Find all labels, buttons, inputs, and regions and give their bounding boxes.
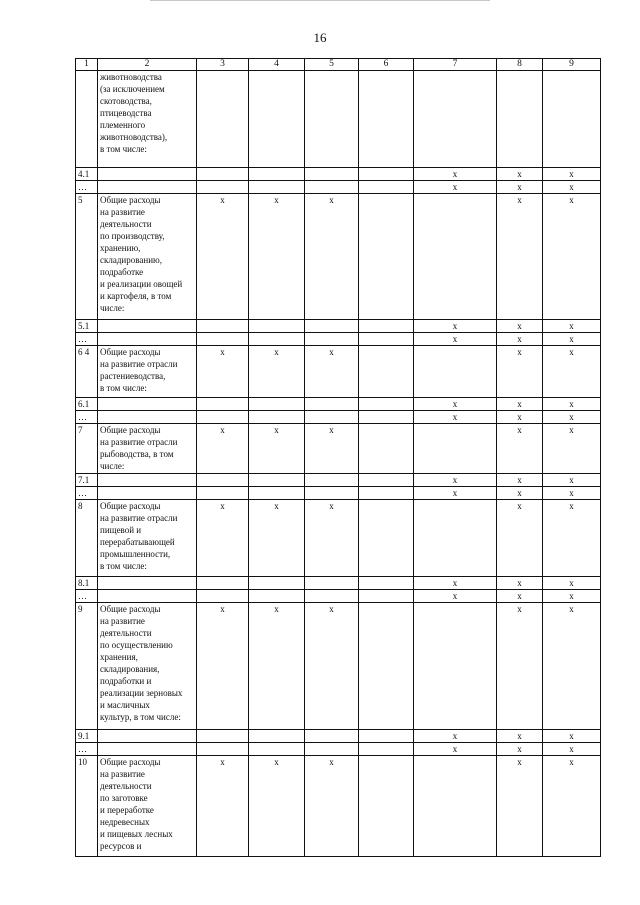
row-number-cell: … bbox=[76, 181, 98, 194]
value-cell-col-6 bbox=[359, 730, 414, 743]
row-description-cell: животноводства (за исключением скотоводства, птицеводства племенного животноводства), в том числе: bbox=[98, 71, 197, 168]
table-row bbox=[76, 398, 601, 411]
row-description-cell: Общие расходы на развитие деятельности по заготовке и переработке недревесных и пищевых лесных ресурсов и bbox=[98, 756, 197, 857]
value-cell-col-3 bbox=[197, 398, 249, 411]
row-description-cell bbox=[98, 333, 197, 346]
value-cell-col-9: x bbox=[543, 168, 601, 181]
value-cell-col-3 bbox=[197, 71, 249, 168]
value-cell-col-9: x bbox=[543, 730, 601, 743]
value-cell-col-5 bbox=[305, 411, 359, 424]
value-cell-col-9 bbox=[543, 71, 601, 168]
value-cell-col-4 bbox=[249, 730, 305, 743]
row-description-cell bbox=[98, 730, 197, 743]
value-cell-col-4: x bbox=[249, 424, 305, 474]
value-cell-col-3 bbox=[197, 487, 249, 500]
value-cell-col-6 bbox=[359, 71, 414, 168]
value-cell-col-8: x bbox=[497, 500, 543, 577]
value-cell-col-7: x bbox=[414, 577, 497, 590]
value-cell-col-4 bbox=[249, 743, 305, 756]
value-cell-col-9: x bbox=[543, 398, 601, 411]
row-number-cell: 9.1 bbox=[76, 730, 98, 743]
value-cell-col-5 bbox=[305, 474, 359, 487]
table-row bbox=[76, 474, 601, 487]
table-row bbox=[76, 730, 601, 743]
column-header: 9 bbox=[543, 59, 601, 71]
value-cell-col-7: x bbox=[414, 168, 497, 181]
row-description-cell: Общие расходы на развитие отрасли растениеводства, в том числе: bbox=[98, 346, 197, 398]
value-cell-col-7: x bbox=[414, 181, 497, 194]
row-description-cell bbox=[98, 487, 197, 500]
table-row bbox=[76, 320, 601, 333]
row-number-cell: 5 bbox=[76, 194, 98, 320]
row-number-cell: … bbox=[76, 487, 98, 500]
value-cell-col-4: x bbox=[249, 194, 305, 320]
value-cell-col-5 bbox=[305, 730, 359, 743]
table-body bbox=[76, 71, 601, 857]
value-cell-col-9: x bbox=[543, 320, 601, 333]
row-number-cell: 6 4 bbox=[76, 346, 98, 398]
table-row bbox=[76, 333, 601, 346]
value-cell-col-6 bbox=[359, 590, 414, 603]
value-cell-col-6 bbox=[359, 168, 414, 181]
row-description-cell: Общие расходы на развитие отрасли рыбоводства, в том числе: bbox=[98, 424, 197, 474]
value-cell-col-3: x bbox=[197, 424, 249, 474]
value-cell-col-7: x bbox=[414, 411, 497, 424]
table-row bbox=[76, 181, 601, 194]
value-cell-col-3 bbox=[197, 411, 249, 424]
row-description-cell bbox=[98, 577, 197, 590]
column-header: 7 bbox=[414, 59, 497, 71]
value-cell-col-7 bbox=[414, 500, 497, 577]
value-cell-col-5 bbox=[305, 590, 359, 603]
value-cell-col-9: x bbox=[543, 474, 601, 487]
row-number-cell bbox=[76, 71, 98, 168]
value-cell-col-5 bbox=[305, 320, 359, 333]
value-cell-col-4: x bbox=[249, 603, 305, 730]
row-number-cell: 8 bbox=[76, 500, 98, 577]
value-cell-col-5 bbox=[305, 333, 359, 346]
value-cell-col-5: x bbox=[305, 194, 359, 320]
value-cell-col-7 bbox=[414, 603, 497, 730]
value-cell-col-6 bbox=[359, 577, 414, 590]
value-cell-col-3: x bbox=[197, 194, 249, 320]
value-cell-col-3 bbox=[197, 168, 249, 181]
value-cell-col-9: x bbox=[543, 500, 601, 577]
row-number-cell: 8.1 bbox=[76, 577, 98, 590]
value-cell-col-3 bbox=[197, 181, 249, 194]
value-cell-col-5: x bbox=[305, 756, 359, 857]
row-number-cell: … bbox=[76, 590, 98, 603]
column-header: 1 bbox=[76, 59, 98, 71]
value-cell-col-5 bbox=[305, 743, 359, 756]
value-cell-col-5 bbox=[305, 398, 359, 411]
value-cell-col-6 bbox=[359, 333, 414, 346]
value-cell-col-4: x bbox=[249, 756, 305, 857]
row-number-cell: 9 bbox=[76, 603, 98, 730]
value-cell-col-4 bbox=[249, 71, 305, 168]
value-cell-col-4 bbox=[249, 487, 305, 500]
table-row bbox=[76, 411, 601, 424]
table-row bbox=[76, 487, 601, 500]
value-cell-col-3: x bbox=[197, 500, 249, 577]
value-cell-col-7 bbox=[414, 424, 497, 474]
value-cell-col-8: x bbox=[497, 424, 543, 474]
value-cell-col-6 bbox=[359, 500, 414, 577]
value-cell-col-4 bbox=[249, 398, 305, 411]
value-cell-col-9: x bbox=[543, 577, 601, 590]
value-cell-col-8: x bbox=[497, 603, 543, 730]
value-cell-col-5 bbox=[305, 487, 359, 500]
row-number-cell: … bbox=[76, 743, 98, 756]
value-cell-col-8: x bbox=[497, 168, 543, 181]
value-cell-col-8: x bbox=[497, 181, 543, 194]
value-cell-col-4 bbox=[249, 320, 305, 333]
table-row bbox=[76, 500, 601, 577]
table-row bbox=[76, 346, 601, 398]
value-cell-col-7 bbox=[414, 71, 497, 168]
table-row bbox=[76, 168, 601, 181]
row-description-cell bbox=[98, 398, 197, 411]
value-cell-col-8: x bbox=[497, 194, 543, 320]
value-cell-col-3 bbox=[197, 577, 249, 590]
value-cell-col-7 bbox=[414, 346, 497, 398]
value-cell-col-6 bbox=[359, 346, 414, 398]
value-cell-col-8: x bbox=[497, 320, 543, 333]
value-cell-col-5 bbox=[305, 577, 359, 590]
row-description-cell bbox=[98, 411, 197, 424]
value-cell-col-8: x bbox=[497, 398, 543, 411]
table-row bbox=[76, 743, 601, 756]
row-number-cell: 4.1 bbox=[76, 168, 98, 181]
value-cell-col-5 bbox=[305, 71, 359, 168]
page-number: 16 bbox=[313, 30, 327, 45]
value-cell-col-4: x bbox=[249, 500, 305, 577]
value-cell-col-8: x bbox=[497, 333, 543, 346]
value-cell-col-9: x bbox=[543, 603, 601, 730]
value-cell-col-6 bbox=[359, 743, 414, 756]
value-cell-col-7: x bbox=[414, 590, 497, 603]
value-cell-col-8: x bbox=[497, 474, 543, 487]
value-cell-col-4 bbox=[249, 577, 305, 590]
top-edge-rule bbox=[150, 0, 490, 1]
value-cell-col-8 bbox=[497, 71, 543, 168]
value-cell-col-8: x bbox=[497, 743, 543, 756]
table-row bbox=[76, 424, 601, 474]
row-number-cell: 6.1 bbox=[76, 398, 98, 411]
row-number-cell: … bbox=[76, 333, 98, 346]
value-cell-col-5: x bbox=[305, 500, 359, 577]
value-cell-col-3 bbox=[197, 730, 249, 743]
value-cell-col-8: x bbox=[497, 346, 543, 398]
value-cell-col-4 bbox=[249, 590, 305, 603]
value-cell-col-6 bbox=[359, 398, 414, 411]
value-cell-col-8: x bbox=[497, 577, 543, 590]
value-cell-col-3 bbox=[197, 590, 249, 603]
row-description-cell: Общие расходы на развитие деятельности по осуществлению хранения, складирования, подработки и реализации зерновых и масличных культур, в том числе: bbox=[98, 603, 197, 730]
row-description-cell bbox=[98, 320, 197, 333]
value-cell-col-3 bbox=[197, 333, 249, 346]
value-cell-col-9: x bbox=[543, 424, 601, 474]
row-number-cell: 10 bbox=[76, 756, 98, 857]
row-description-cell: Общие расходы на развитие отрасли пищевой и перерабатывающей промышленности, в том числе: bbox=[98, 500, 197, 577]
value-cell-col-9: x bbox=[543, 590, 601, 603]
value-cell-col-6 bbox=[359, 487, 414, 500]
value-cell-col-5: x bbox=[305, 424, 359, 474]
value-cell-col-9: x bbox=[543, 346, 601, 398]
value-cell-col-8: x bbox=[497, 730, 543, 743]
value-cell-col-6 bbox=[359, 424, 414, 474]
value-cell-col-5 bbox=[305, 181, 359, 194]
value-cell-col-6 bbox=[359, 320, 414, 333]
value-cell-col-6 bbox=[359, 474, 414, 487]
value-cell-col-8: x bbox=[497, 756, 543, 857]
row-number-cell: 5.1 bbox=[76, 320, 98, 333]
row-description-cell bbox=[98, 474, 197, 487]
value-cell-col-4 bbox=[249, 168, 305, 181]
row-description-cell: Общие расходы на развитие деятельности по производству, хранению, складированию, подработке и реализации овощей и картофеля, в том числе: bbox=[98, 194, 197, 320]
table-row bbox=[76, 194, 601, 320]
value-cell-col-6 bbox=[359, 411, 414, 424]
value-cell-col-4 bbox=[249, 181, 305, 194]
value-cell-col-6 bbox=[359, 194, 414, 320]
value-cell-col-6 bbox=[359, 603, 414, 730]
row-description-cell bbox=[98, 743, 197, 756]
value-cell-col-9: x bbox=[543, 333, 601, 346]
value-cell-col-8: x bbox=[497, 411, 543, 424]
column-header: 4 bbox=[249, 59, 305, 71]
value-cell-col-9: x bbox=[543, 194, 601, 320]
value-cell-col-8: x bbox=[497, 590, 543, 603]
table-row bbox=[76, 577, 601, 590]
row-description-cell bbox=[98, 590, 197, 603]
column-number-header-row bbox=[76, 59, 601, 71]
row-number-cell: 7 bbox=[76, 424, 98, 474]
value-cell-col-7 bbox=[414, 194, 497, 320]
column-header: 3 bbox=[197, 59, 249, 71]
expenses-table bbox=[75, 58, 601, 857]
value-cell-col-7: x bbox=[414, 320, 497, 333]
column-header: 8 bbox=[497, 59, 543, 71]
value-cell-col-5 bbox=[305, 168, 359, 181]
value-cell-col-3: x bbox=[197, 756, 249, 857]
table-row bbox=[76, 603, 601, 730]
value-cell-col-9: x bbox=[543, 756, 601, 857]
table-row bbox=[76, 71, 601, 168]
value-cell-col-7: x bbox=[414, 487, 497, 500]
row-description-cell bbox=[98, 181, 197, 194]
value-cell-col-3: x bbox=[197, 346, 249, 398]
value-cell-col-7: x bbox=[414, 730, 497, 743]
value-cell-col-9: x bbox=[543, 181, 601, 194]
value-cell-col-3 bbox=[197, 474, 249, 487]
value-cell-col-5: x bbox=[305, 346, 359, 398]
value-cell-col-8: x bbox=[497, 487, 543, 500]
column-header: 5 bbox=[305, 59, 359, 71]
value-cell-col-5: x bbox=[305, 603, 359, 730]
value-cell-col-3 bbox=[197, 320, 249, 333]
value-cell-col-3: x bbox=[197, 603, 249, 730]
value-cell-col-6 bbox=[359, 181, 414, 194]
value-cell-col-7: x bbox=[414, 474, 497, 487]
value-cell-col-7 bbox=[414, 756, 497, 857]
value-cell-col-7: x bbox=[414, 333, 497, 346]
value-cell-col-9: x bbox=[543, 411, 601, 424]
value-cell-col-7: x bbox=[414, 398, 497, 411]
column-header: 6 bbox=[359, 59, 414, 71]
value-cell-col-4: x bbox=[249, 346, 305, 398]
column-header: 2 bbox=[98, 59, 197, 71]
value-cell-col-9: x bbox=[543, 487, 601, 500]
value-cell-col-7: x bbox=[414, 743, 497, 756]
table-row bbox=[76, 590, 601, 603]
value-cell-col-6 bbox=[359, 756, 414, 857]
table-row bbox=[76, 756, 601, 857]
value-cell-col-4 bbox=[249, 474, 305, 487]
row-description-cell bbox=[98, 168, 197, 181]
value-cell-col-4 bbox=[249, 411, 305, 424]
value-cell-col-3 bbox=[197, 743, 249, 756]
row-number-cell: 7.1 bbox=[76, 474, 98, 487]
value-cell-col-9: x bbox=[543, 743, 601, 756]
row-number-cell: … bbox=[76, 411, 98, 424]
value-cell-col-4 bbox=[249, 333, 305, 346]
